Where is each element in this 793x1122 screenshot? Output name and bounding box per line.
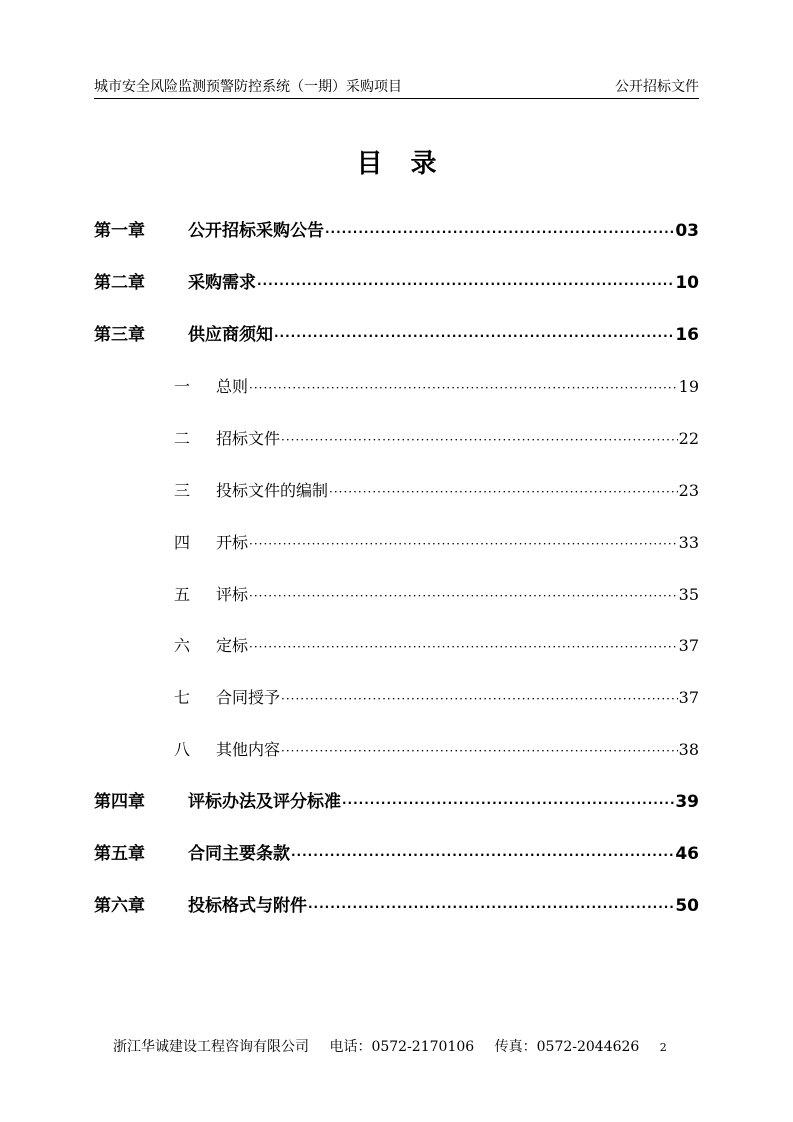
- dot-leader: [308, 895, 674, 919]
- toc-text: 定标: [216, 636, 249, 655]
- toc-text: 供应商须知: [188, 325, 273, 345]
- toc-page: 22: [678, 429, 699, 448]
- dot-leader: [281, 739, 678, 763]
- footer-fax: 传真：0572-2044626: [494, 1039, 640, 1055]
- toc-text: 总则: [216, 377, 249, 396]
- header-project-title: 城市安全风险监测预警防控系统（一期）采购项目: [94, 79, 402, 95]
- footer-page-number: 2: [659, 1041, 667, 1054]
- page-footer: [113, 1037, 667, 1058]
- toc-label: 七: [174, 688, 191, 707]
- toc-text: 开标: [216, 533, 249, 552]
- toc-section-6[interactable]: [174, 634, 699, 658]
- toc-label: 四: [174, 533, 191, 552]
- toc-text: 投标文件的编制: [216, 481, 329, 500]
- toc-label: 八: [174, 740, 191, 759]
- toc-text: 投标格式与附件: [188, 896, 307, 916]
- toc-text: 招标文件: [216, 429, 281, 448]
- footer-phone: 电话：0572-2170106: [329, 1039, 475, 1055]
- toc-label: 五: [174, 585, 191, 604]
- toc-text: 公开招标采购公告: [188, 221, 324, 241]
- toc-text: 合同主要条款: [188, 844, 290, 864]
- dot-leader: [249, 532, 678, 556]
- toc-text: 评标办法及评分标准: [188, 792, 341, 812]
- toc-section-7[interactable]: [174, 686, 699, 710]
- toc-label: 第二章: [94, 273, 145, 293]
- page-header: [94, 78, 699, 99]
- dot-leader: [281, 428, 678, 452]
- toc-page: 38: [678, 740, 699, 759]
- toc-label: 第五章: [94, 844, 145, 864]
- toc-page: 39: [675, 792, 699, 812]
- dot-leader: [281, 687, 678, 711]
- dot-leader: [342, 791, 674, 815]
- dot-leader: [249, 376, 678, 400]
- toc-page: 03: [675, 221, 699, 241]
- toc-chapter-4[interactable]: [94, 790, 699, 814]
- toc-page: 23: [678, 481, 699, 500]
- toc-section-1[interactable]: [174, 375, 699, 399]
- toc-chapter-3[interactable]: [94, 323, 699, 347]
- toc-label: 二: [174, 429, 191, 448]
- dot-leader: [329, 480, 678, 504]
- toc-text: 其他内容: [216, 740, 281, 759]
- dot-leader: [249, 584, 678, 608]
- toc-label: 六: [174, 636, 191, 655]
- toc-section-4[interactable]: [174, 531, 699, 555]
- toc-page: 50: [675, 896, 699, 916]
- toc-page: 16: [675, 325, 699, 345]
- toc-section-2[interactable]: [174, 427, 699, 451]
- toc-page: 46: [675, 844, 699, 864]
- dot-leader: [325, 220, 674, 244]
- toc-chapter-1[interactable]: [94, 219, 699, 243]
- page-title: 目录: [356, 149, 465, 179]
- toc-page: 37: [678, 688, 699, 707]
- toc-text: 评标: [216, 585, 249, 604]
- dot-leader: [274, 324, 674, 348]
- dot-leader: [291, 843, 674, 867]
- toc-page: 37: [678, 636, 699, 655]
- toc-chapter-2[interactable]: [94, 271, 699, 295]
- dot-leader: [257, 272, 674, 296]
- toc-section-8[interactable]: [174, 738, 699, 762]
- toc-label: 一: [174, 377, 191, 396]
- header-document-type: 公开招标文件: [615, 79, 699, 95]
- toc-chapter-5[interactable]: [94, 842, 699, 866]
- toc-page: 33: [678, 533, 699, 552]
- toc-page: 10: [675, 273, 699, 293]
- toc-label: 第四章: [94, 792, 145, 812]
- footer-company: 浙江华诚建设工程咨询有限公司: [113, 1039, 309, 1055]
- toc-chapter-6[interactable]: [94, 894, 699, 918]
- toc-label: 第一章: [94, 221, 145, 241]
- toc-page: 35: [678, 585, 699, 604]
- toc-page: 19: [678, 377, 699, 396]
- toc-text: 合同授予: [216, 688, 281, 707]
- toc-label: 第六章: [94, 896, 145, 916]
- toc-label: 三: [174, 481, 191, 500]
- dot-leader: [249, 635, 678, 659]
- toc-label: 第三章: [94, 325, 145, 345]
- toc-section-3[interactable]: [174, 479, 699, 503]
- toc-section-5[interactable]: [174, 583, 699, 607]
- toc-text: 采购需求: [188, 273, 256, 293]
